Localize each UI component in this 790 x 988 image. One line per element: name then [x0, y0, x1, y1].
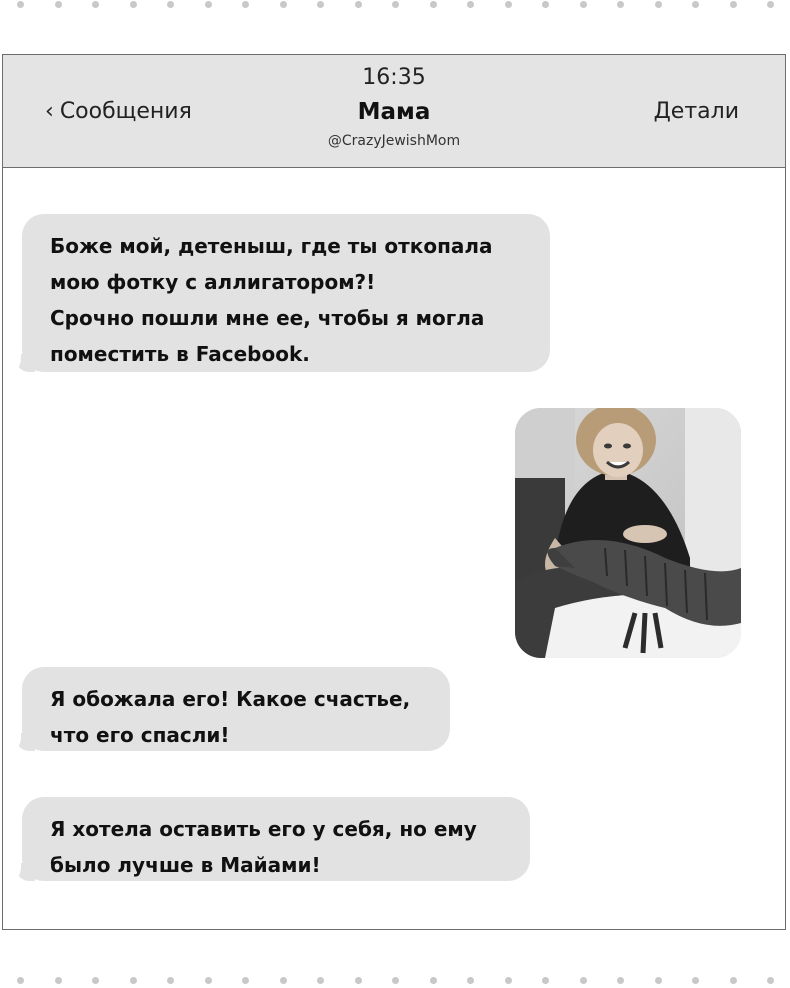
contact-handle: @CrazyJewishMom [327, 133, 461, 149]
message-line: Я хотела оставить его у себя, но ему [50, 817, 477, 841]
border-dot [542, 977, 549, 984]
conversation-header [3, 55, 785, 168]
border-dot [167, 977, 174, 984]
border-dot [317, 977, 324, 984]
border-dot [692, 1, 699, 8]
border-dot [242, 1, 249, 8]
message-line: что его спасли! [50, 723, 230, 747]
border-dot [317, 1, 324, 8]
border-dot [392, 1, 399, 8]
border-dot [205, 977, 212, 984]
back-button-label: Сообщения [59, 99, 192, 124]
message-line: Я обожала его! Какое счастье, [50, 687, 411, 711]
border-dot [730, 977, 737, 984]
border-dot [130, 1, 137, 8]
border-dot [580, 1, 587, 8]
border-dot [542, 1, 549, 8]
message-line: Срочно пошли мне ее, чтобы я могла [50, 306, 485, 330]
border-dot [280, 977, 287, 984]
incoming-message-bubble [22, 667, 450, 751]
bottom-dot-border [0, 976, 790, 986]
border-dot [655, 977, 662, 984]
border-dot [505, 977, 512, 984]
status-time: 16:35 [362, 65, 426, 90]
border-dot [767, 1, 774, 8]
border-dot [692, 977, 699, 984]
border-dot [467, 977, 474, 984]
details-button[interactable]: Детали [653, 99, 739, 124]
top-dot-border [0, 0, 790, 10]
border-dot [617, 977, 624, 984]
chevron-left-icon: ‹ [45, 99, 54, 124]
contact-name: Мама [357, 99, 431, 125]
woman-with-alligator-image [515, 408, 741, 658]
border-dot [655, 1, 662, 8]
message-line: Боже мой, детеныш, где ты откопала [50, 234, 493, 258]
border-dot [730, 1, 737, 8]
message-line: было лучше в Майами! [50, 853, 321, 877]
border-dot [580, 977, 587, 984]
border-dot [55, 977, 62, 984]
border-dot [280, 1, 287, 8]
border-dot [467, 1, 474, 8]
incoming-message-bubble [22, 797, 530, 881]
border-dot [92, 1, 99, 8]
border-dot [617, 1, 624, 8]
incoming-message-bubble [22, 214, 550, 372]
border-dot [767, 977, 774, 984]
message-line: мою фотку с аллигатором?! [50, 270, 376, 294]
border-dot [130, 977, 137, 984]
border-dot [430, 1, 437, 8]
alligator-photo-message[interactable] [515, 408, 741, 658]
border-dot [55, 1, 62, 8]
border-dot [355, 977, 362, 984]
border-dot [355, 1, 362, 8]
border-dot [242, 977, 249, 984]
border-dot [17, 1, 24, 8]
border-dot [392, 977, 399, 984]
border-dot [92, 977, 99, 984]
border-dot [17, 977, 24, 984]
border-dot [505, 1, 512, 8]
border-dot [205, 1, 212, 8]
border-dot [167, 1, 174, 8]
message-line: поместить в Facebook. [50, 342, 310, 366]
border-dot [430, 977, 437, 984]
